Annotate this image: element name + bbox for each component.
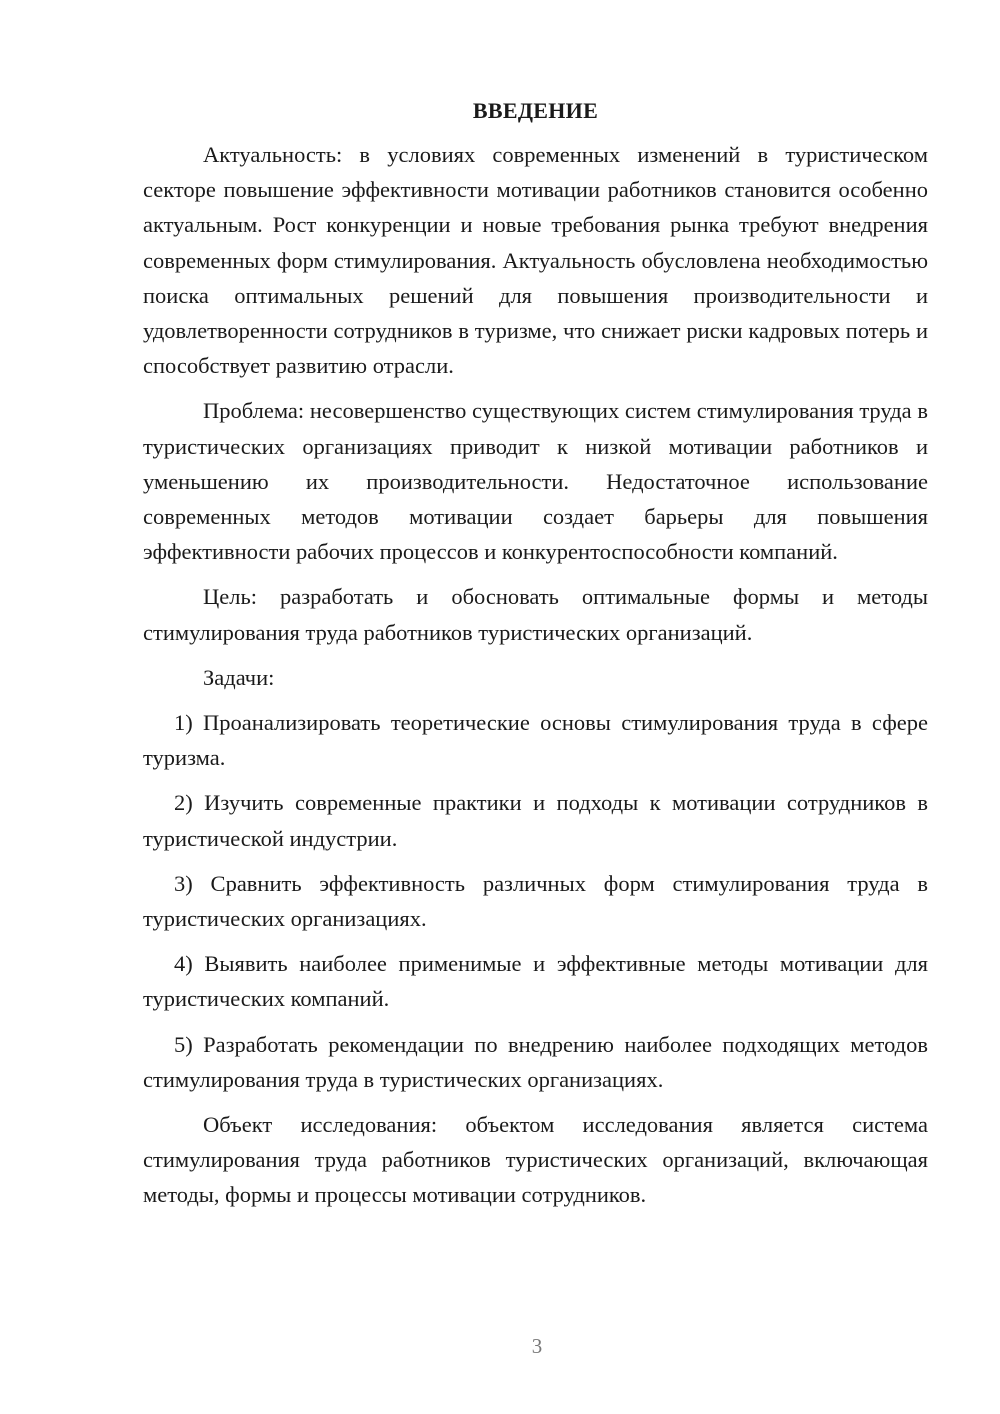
tasks-heading: Задачи:: [203, 664, 275, 690]
task-item-1: 1) Проанализировать теоретические основы стимулирования труда в сфере туризма.: [143, 710, 928, 771]
object-paragraph: Объект исследования: объектом исследования является система стимулирования труда работников туристических организаций, включающая методы, формы и процессы мотивации сотрудников.: [143, 1112, 928, 1208]
page-number: 3: [531, 1334, 543, 1358]
task-item-3: 3) Сравнить эффективность различных форм стимулирования труда в туристических организациях.: [143, 870, 928, 932]
problem-paragraph: Проблема: несовершенство существующих систем стимулирования труда в туристических организациях приводит к низкой мотивации работников и уменьшению их производительности. Недостаточное использование современных методов мотивации создает барьеры для повышения эффективности рабочих процессов и конкурентоспособности компаний.: [143, 398, 928, 565]
section-title: ВВЕДЕНИЕ: [472, 98, 599, 123]
task-item-5: 5) Разработать рекомендации по внедрению наиболее подходящих методов стимулирования труда в туристических организациях.: [143, 1031, 928, 1092]
document-page: [143, 95, 928, 1223]
goal-paragraph: Цель: разработать и обосновать оптимальные формы и методы стимулирования труда работников туристических организаций.: [143, 584, 928, 645]
task-item-4: 4) Выявить наиболее применимые и эффективные методы мотивации для туристических компаний.: [143, 951, 928, 1012]
relevance-paragraph: Актуальность: в условиях современных изменений в туристическом секторе повышение эффективности мотивации работников становится особенно актуальным. Рост конкуренции и новые требования рынка требуют внедрения современных форм стимулирования. Актуальность обусловлена необходимостью поиска оптимальных решений для повышения производительности и удовлетворенности сотрудников в туризме, что снижает риски кадровых потерь и способствует развитию отрасли.: [143, 142, 928, 379]
task-item-2: 2) Изучить современные практики и подходы к мотивации сотрудников в туристической индустрии.: [143, 790, 928, 851]
